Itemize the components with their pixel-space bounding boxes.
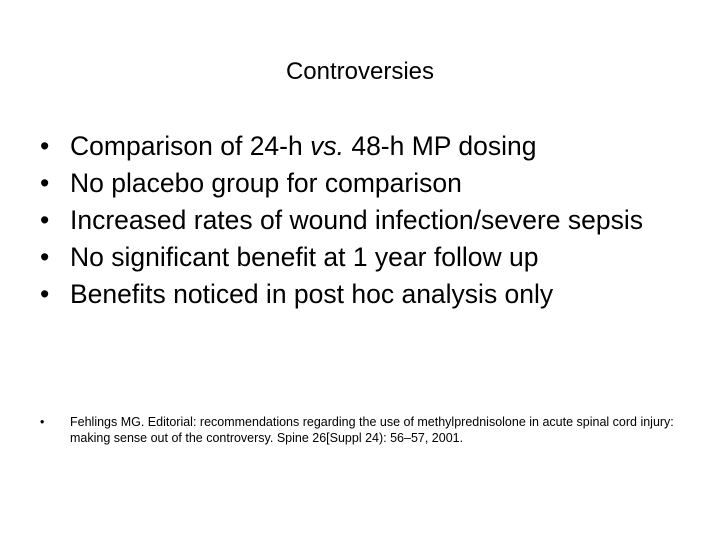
bullet-text: No placebo group for comparison <box>70 168 462 198</box>
reference-citation <box>36 414 676 446</box>
bullet-item <box>36 242 666 272</box>
bullet-item <box>36 168 666 198</box>
bullet-list <box>36 131 666 316</box>
bullet-item <box>36 279 666 309</box>
bullet-text: Benefits noticed in post hoc analysis only <box>70 279 554 309</box>
bullet-text-emphasis: vs. <box>310 131 344 161</box>
bullet-dot: • <box>40 242 50 272</box>
bullet-text-post: 48-h MP dosing <box>343 131 537 161</box>
bullet-dot: • <box>40 205 50 235</box>
reference-text: Fehlings MG. Editorial: recommendations regarding the use of methylprednisolone in acute spinal cord injury: making sense out of the controversy. Spine 26[Suppl 24): 56–57, 2001. <box>70 415 674 445</box>
bullet-dot: • <box>40 168 50 198</box>
bullet-text: No significant benefit at 1 year follow up <box>70 242 539 272</box>
bullet-text-pre: Comparison of 24-h <box>70 131 311 161</box>
bullet-text: Increased rates of wound infection/severe sepsis <box>70 205 644 235</box>
bullet-item <box>36 205 666 235</box>
bullet-dot: • <box>40 279 50 309</box>
slide-title: Controversies <box>285 58 435 85</box>
bullet-dot: • <box>40 415 45 429</box>
bullet-item <box>36 131 666 161</box>
bullet-dot: • <box>40 131 50 161</box>
